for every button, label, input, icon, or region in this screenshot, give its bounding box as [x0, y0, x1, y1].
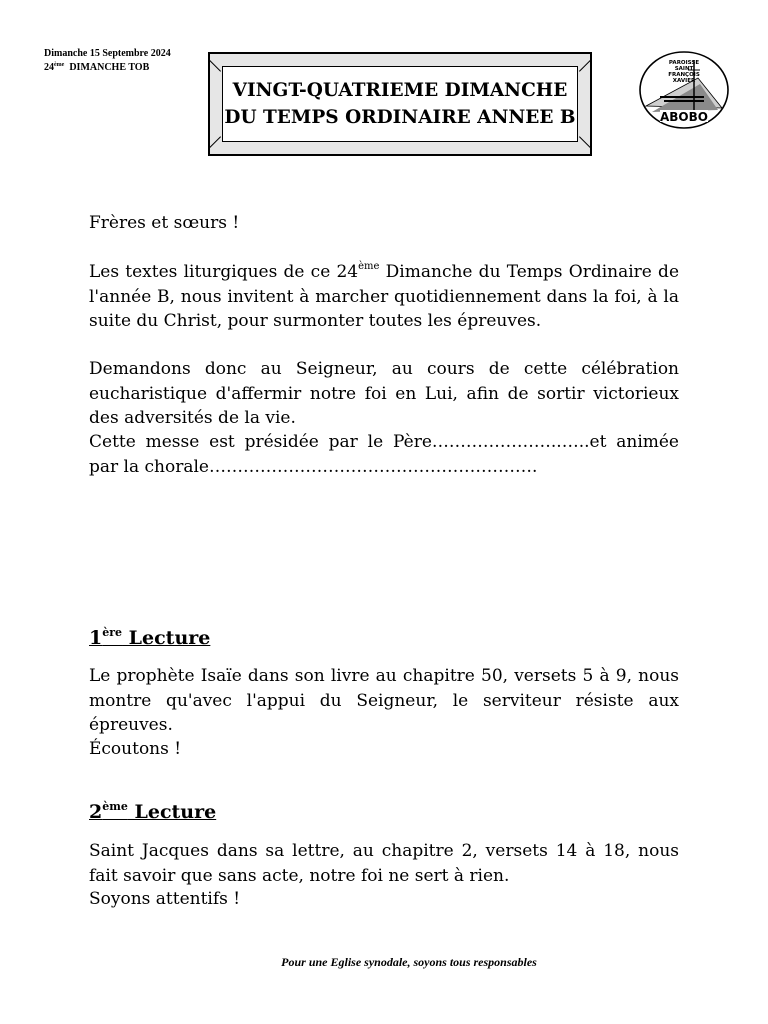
header-sunday-number: 24 [44, 62, 54, 73]
title-frame [208, 52, 592, 156]
logo-line-3: FRANÇOIS [668, 72, 700, 78]
title-line-1: VINGT-QUATRIEME DIMANCHE [232, 80, 568, 101]
intro-p1-pre: Les textes liturgiques de ce 24 [89, 262, 359, 282]
bevel-line [579, 136, 592, 149]
logo-name: ABOBO [660, 110, 708, 124]
intro-paragraph-2: Demandons donc au Seigneur, au cours de cette célébration eucharistique d'affermir notre foi en Lui, afin de sortir victorieux des adversités de la vie. [89, 359, 679, 428]
title-line-2: DU TEMPS ORDINAIRE ANNEE B [224, 107, 576, 128]
header-sunday-sup: ème [54, 62, 65, 68]
intro-p1-post: Dimanche du Temps Ordinaire de l'année B, nous invitent à marcher quotidiennement dans la foi, à la suite du Christ, pour surmonter toutes les épreuves. [89, 262, 679, 331]
parish-logo-seal [638, 50, 730, 130]
reading-2-label: Lecture [127, 801, 217, 823]
reading-1-num: 1 [89, 627, 103, 649]
intro-p1-sup: ème [358, 261, 380, 272]
reading-1-sup: ère [102, 626, 123, 639]
bevel-line [579, 59, 592, 72]
reading-1-call: Écoutons ! [89, 739, 182, 759]
parish-logo [638, 50, 730, 130]
header-date-block [44, 47, 171, 75]
reading-2-num: 2 [89, 801, 103, 823]
reading-1-heading [89, 625, 210, 651]
header-sunday-label: DIMANCHE TOB [69, 62, 150, 73]
page-title [222, 66, 578, 142]
logo-line-2: SAINT [674, 66, 694, 72]
reading-2-call: Soyons attentifs ! [89, 889, 241, 909]
header-sunday [44, 61, 171, 75]
footer-motto: Pour une Eglise synodale, soyons tous responsables [281, 955, 537, 969]
reading-1-label: Lecture [122, 627, 211, 649]
bevel-line [208, 59, 221, 72]
reading-2-sup: ème [102, 800, 128, 813]
greeting: Frères et sœurs ! [89, 213, 240, 233]
bevel-line [208, 136, 221, 149]
logo-line-4: XAVIER [672, 78, 696, 84]
reading-2-heading [89, 799, 216, 825]
reading-2-text: Saint Jacques dans sa lettre, au chapitre 2, versets 14 à 18, nous fait savoir que sans acte, notre foi ne sert à rien. [89, 841, 679, 886]
intro-paragraph-3: Cette messe est présidée par le Père…………………..…..et animée par la chorale…………………………………………………. [89, 432, 679, 477]
header-date: Dimanche 15 Septembre 2024 [44, 48, 171, 59]
logo-line-1: PAROISSE [668, 60, 700, 66]
reading-1-text: Le prophète Isaïe dans son livre au chapitre 50, versets 5 à 9, nous montre qu'avec l'appui du Seigneur, le serviteur résiste aux épreuves. [89, 666, 679, 735]
intro-paragraph-1 [89, 260, 679, 334]
